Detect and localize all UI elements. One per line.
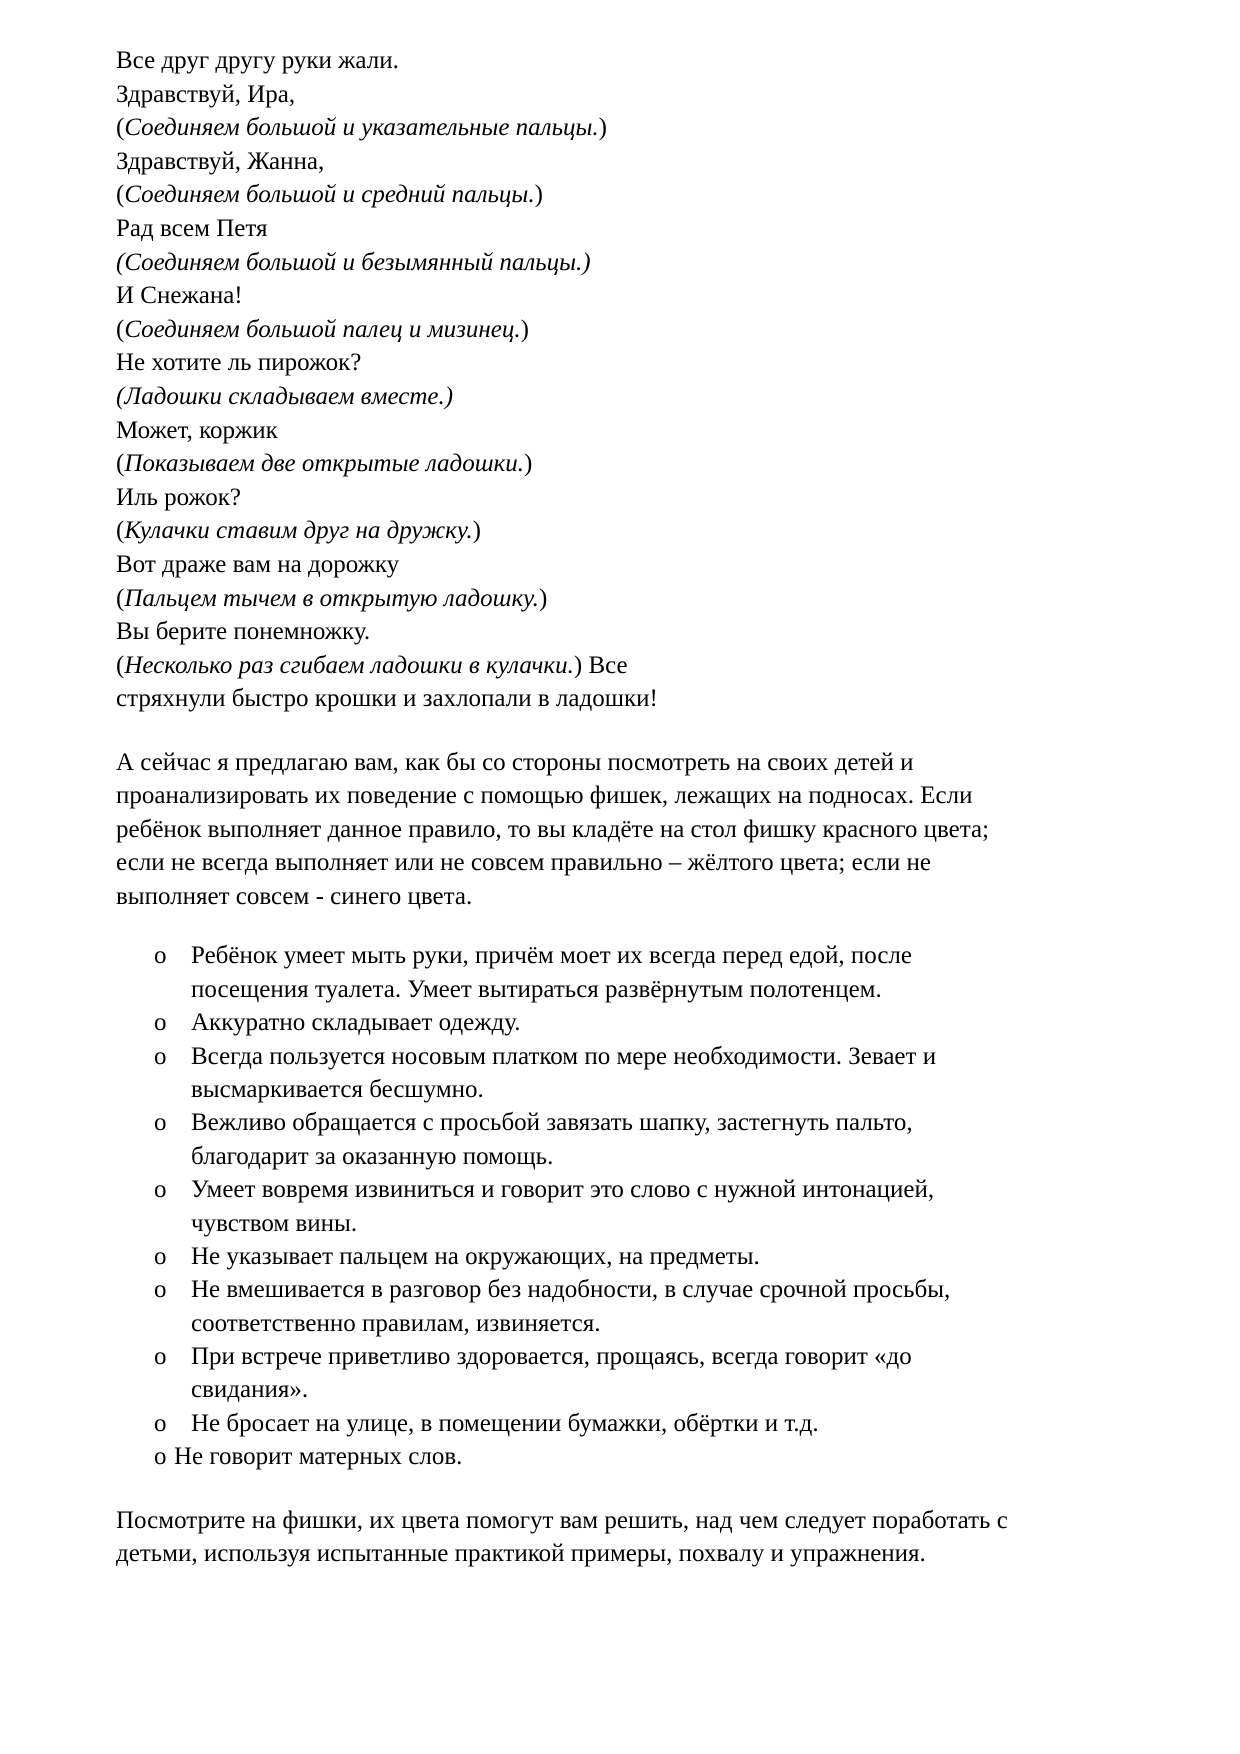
checklist-item-line: Ребёнок умеет мыть руки, причём моет их всегда перед едой, после [191, 942, 913, 970]
checklist-item-line: благодарит за оказанную помощь. [191, 1142, 554, 1170]
poem-stage-direction [116, 447, 1176, 481]
poem-line: И Снежана! [116, 282, 243, 310]
poem-paren-open: ( [116, 114, 125, 142]
closing-line: детьми, используя испытанные практикой примеры, похвалу и упражнения. [116, 1540, 926, 1568]
poem-direction-text: Пальцем тычем в открытую ладошку. [124, 584, 539, 612]
bullet-marker: o [154, 1276, 167, 1304]
poem-stage-direction [116, 514, 1176, 548]
poem-line: Не хотите ль пирожок? [116, 349, 362, 377]
checklist-item-line: Всегда пользуется носовым платком по мере необходимости. Зевает и [191, 1042, 937, 1070]
poem-line: Все друг другу руки жали. [116, 47, 399, 74]
poem-paren-close: ) [520, 315, 529, 343]
poem-stage-direction [116, 649, 1176, 683]
checklist-item [116, 939, 1176, 1006]
checklist-item-line: Не бросает на улице, в помещении бумажки, обёртки и т.д. [191, 1409, 819, 1437]
checklist-item-line: Вежливо обращается с просьбой завязать шапку, застегнуть пальто, [191, 1109, 913, 1137]
finger-game-poem [116, 44, 1176, 716]
checklist-item-line: При встрече приветливо здоровается, прощаясь, всегда говорит «до [191, 1343, 912, 1371]
checklist-item-line: соответственно правилам, извиняется. [191, 1309, 601, 1337]
poem-direction-text: Показываем две открытые ладошки. [124, 450, 525, 478]
poem-paren-open: ( [116, 517, 125, 545]
poem-stage-direction [116, 246, 1176, 280]
poem-paren-open: ( [116, 450, 125, 478]
document-page [116, 44, 1176, 1571]
poem-stage-direction [116, 111, 1176, 145]
poem-paren-close: ) [534, 181, 543, 209]
closing-paragraph [116, 1504, 1176, 1571]
checklist-item [116, 1407, 1176, 1440]
checklist-item [116, 1106, 1176, 1173]
checklist-item [116, 1240, 1176, 1273]
checklist-item [116, 1273, 1176, 1340]
poem-paren-close: ) Все [573, 651, 628, 679]
poem-direction-text: Соединяем большой и средний пальцы. [124, 181, 535, 209]
poem-direction-text: Соединяем большой и указательные пальцы. [124, 114, 599, 142]
poem-paren-open: ( [116, 181, 125, 209]
checklist-item [116, 1340, 1176, 1407]
intro-paragraph [116, 746, 1176, 914]
bullet-marker: o [154, 1242, 167, 1270]
bullet-marker: o [154, 1109, 167, 1137]
intro-line: если не всегда выполняет или не совсем правильно – жёлтого цвета; если не [116, 849, 931, 877]
poem-paren-open: ( [116, 651, 125, 679]
poem-stage-direction [116, 582, 1176, 616]
bullet-marker: o [154, 1409, 167, 1437]
poem-direction-text: (Соединяем большой и безымянный пальцы.) [116, 248, 591, 276]
intro-line: А сейчас я предлагаю вам, как бы со стороны посмотреть на своих детей и [116, 748, 914, 776]
poem-direction-text: (Ладошки складываем вместе.) [116, 382, 454, 410]
intro-line: проанализировать их поведение с помощью фишек, лежащих на подносах. Если [116, 782, 973, 810]
poem-stage-direction [116, 178, 1176, 212]
poem-direction-text: Несколько раз сгибаем ладошки в кулачки. [124, 651, 574, 679]
checklist-item-line: Не указывает пальцем на окружающих, на предметы. [191, 1242, 760, 1270]
checklist-item-line: Аккуратно складывает одежду. [191, 1009, 521, 1037]
intro-line: выполняет совсем - синего цвета. [116, 882, 473, 910]
bullet-marker: o [154, 942, 167, 970]
poem-line: Здравствуй, Ира, [116, 80, 296, 108]
poem-direction-text: Кулачки ставим друг на дружку. [124, 517, 473, 545]
checklist-item-line: высмаркивается бесшумно. [191, 1075, 484, 1103]
poem-line: Здравствуй, Жанна, [116, 147, 325, 175]
poem-line: Рад всем Петя [116, 214, 268, 242]
bullet-marker: o [154, 1009, 167, 1037]
poem-paren-close: ) [472, 517, 481, 545]
intro-line: ребёнок выполняет данное правило, то вы кладёте на стол фишку красного цвета; [116, 815, 990, 843]
poem-direction-text: Соединяем большой палец и мизинец. [124, 315, 521, 343]
closing-line: Посмотрите на фишки, их цвета помогут вам решить, над чем следует поработать с [116, 1506, 1008, 1534]
poem-paren-close: ) [524, 450, 533, 478]
checklist-item-line: чувством вины. [191, 1209, 358, 1237]
poem-paren-open: ( [116, 315, 125, 343]
bullet-marker: o [154, 1042, 167, 1070]
checklist-item [116, 1040, 1176, 1107]
behavior-checklist [116, 939, 1176, 1473]
poem-paren-close: ) [538, 584, 548, 612]
poem-stage-direction [116, 380, 1176, 414]
poem-line: Вы берите понемножку. [116, 618, 371, 646]
checklist-item [116, 1006, 1176, 1039]
poem-line: стряхнули быстро крошки и захлопали в ладошки! [116, 685, 658, 713]
bullet-marker: o [154, 1343, 167, 1371]
bullet-marker: o [154, 1443, 167, 1471]
checklist-item-line: Не говорит матерных слов. [174, 1443, 463, 1471]
checklist-item-line: Умеет вовремя извиниться и говорит это слово с нужной интонацией, [191, 1176, 935, 1204]
bullet-marker: o [154, 1176, 167, 1204]
checklist-item-line: Не вмешивается в разговор без надобности, в случае срочной просьбы, [191, 1276, 951, 1304]
poem-paren-close: ) [598, 114, 607, 142]
checklist-item [116, 1440, 1176, 1473]
checklist-item [116, 1173, 1176, 1240]
poem-line: Вот драже вам на дорожку [116, 550, 400, 578]
poem-line: Иль рожок? [116, 483, 241, 511]
checklist-item-line: посещения туалета. Умеет вытираться развёрнутым полотенцем. [191, 975, 882, 1003]
poem-paren-open: ( [116, 584, 125, 612]
checklist-item-line: свидания». [191, 1376, 309, 1404]
poem-line: Может, коржик [116, 416, 278, 444]
poem-stage-direction [116, 313, 1176, 347]
